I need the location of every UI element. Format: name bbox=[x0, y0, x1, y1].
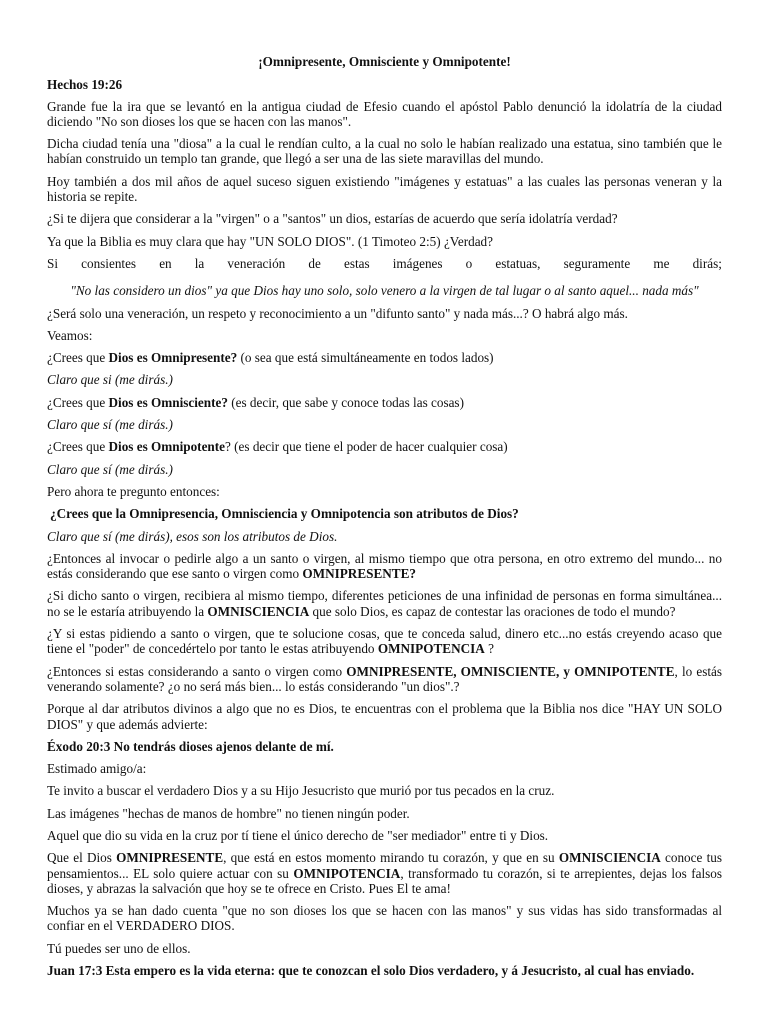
word: me bbox=[653, 255, 670, 271]
paragraph-veneracion: ¿Será solo una veneración, un respeto y reconocimiento a un "difunto santo" y nada más...? O habrá algo más. bbox=[47, 305, 628, 321]
question-omnipresente: ¿Crees que Dios es Omnipresente? (o sea que está simultáneamente en todos lados) bbox=[47, 350, 494, 366]
paragraph-estimado: Estimado amigo/a: bbox=[47, 761, 147, 777]
question-omnisciente: ¿Crees que Dios es Omnisciente? (es decir, que sabe y conoce todas las cosas) bbox=[47, 394, 464, 410]
paragraph-dios-omnipresente: Que el Dios OMNIPRESENTE, que está en estos momento mirando tu corazón, y que en su OMNISCIENCIA conoce tus pensamientos... EL solo quiere actuar con su OMNIPOTENCIA, transformado tu corazón, si te arrepientes, dejas los falsos dioses, y abrazas la salvación que hoy se te ofrece en Cristo. Pues El te ama! bbox=[47, 850, 722, 896]
document-title: ¡Omnipresente, Omnisciente y Omnipotente! bbox=[258, 54, 511, 69]
paragraph-intro: Grande fue la ira que se levantó en la antigua ciudad de Efesio cuando el apóstol Pablo denunció la idolatría de la ciudad diciendo "No son dioses los que se hacen con las manos". bbox=[47, 98, 722, 129]
answer-omnipotente: Claro que sí (me dirás.) bbox=[47, 461, 173, 477]
answer-atributos: Claro que sí (me dirás), esos son los atributos de Dios. bbox=[47, 528, 338, 544]
paragraph-muchos: Muchos ya se han dado cuenta "que no son dioses los que se hacen con las manos" y sus vidas has sido transformadas al confiar en el VERDADERO DIOS. bbox=[47, 903, 722, 934]
word: veneración bbox=[227, 255, 286, 271]
scripture-exodo: Éxodo 20:3 No tendrás dioses ajenos delante de mí. bbox=[47, 738, 334, 754]
scripture-juan: Juan 17:3 Esta empero es la vida eterna: que te conozcan el solo Dios verdadero, y á Jesucristo, al cual has enviado. bbox=[47, 963, 695, 979]
word: dirás; bbox=[692, 255, 722, 271]
word: Si bbox=[47, 255, 58, 271]
paragraph-tu-puedes: Tú puedes ser uno de ellos. bbox=[47, 940, 191, 956]
paragraph-un-solo-dios: Ya que la Biblia es muy clara que hay "UN SOLO DIOS". (1 Timoteo 2:5) ¿Verdad? bbox=[47, 233, 494, 249]
paragraph-veamos: Veamos: bbox=[47, 327, 93, 343]
paragraph-diosa: Dicha ciudad tenía una "diosa" a la cual le rendían culto, a la cual no solo le habían realizado una estatua, sino también que le habían construido un templo tan grande, que llegó a ser una de las siete maravillas del mundo. bbox=[47, 136, 722, 167]
paragraph-atributos-divinos: Porque al dar atributos divinos a algo que no es Dios, te encuentras con el problema que la Biblia nos dice "HAY UN SOLO DIOS" y que además advierte: bbox=[47, 701, 722, 732]
paragraph-consientes bbox=[47, 256, 722, 271]
answer-omnipresente: Claro que si (me dirás.) bbox=[47, 372, 173, 388]
paragraph-imagenes: Las imágenes "hechas de manos de hombre" no tienen ningún poder. bbox=[47, 805, 410, 821]
word: imágenes bbox=[392, 255, 443, 271]
paragraph-hoy: Hoy también a dos mil años de aquel suceso siguen existiendo "imágenes y estatuas" a las cuales las personas veneran y la historia se repite. bbox=[47, 173, 722, 205]
paragraph-poder: ¿Y si estas pidiendo a santo o virgen, que te solucione cosas, que te conceda salud, dinero etc...no estás creyendo acaso que tiene el "poder" de concedértelo por tanto le estas atribuyendo OMNIPOTENCIA ? bbox=[47, 626, 722, 657]
answer-omnisciente: Claro que sí (me dirás.) bbox=[47, 417, 173, 433]
paragraph-invocar: ¿Entonces al invocar o pedirle algo a un santo o virgen, al mismo tiempo que otra persona, en otro extremo del mundo... no estás considerando que ese santo o virgen como OMNIPRESENTE? bbox=[47, 550, 722, 582]
word: de bbox=[308, 255, 321, 271]
paragraph-pregunto: Pero ahora te pregunto entonces: bbox=[47, 483, 220, 499]
question-omnipotente: ¿Crees que Dios es Omnipotente? (es decir que tiene el poder de hacer cualquier cosa) bbox=[47, 439, 508, 455]
question-atributos: ¿Crees que la Omnipresencia, Omnisciencia y Omnipotencia son atributos de Dios? bbox=[50, 506, 519, 522]
paragraph-mediador: Aquel que dio su vida en la cruz por tí tiene el único derecho de "ser mediador" entre ti y Dios. bbox=[47, 827, 549, 843]
word: estatuas, bbox=[495, 255, 541, 271]
word: en bbox=[159, 255, 172, 271]
word: estas bbox=[343, 255, 370, 271]
word: la bbox=[194, 255, 205, 271]
word: consientes bbox=[81, 255, 137, 271]
word: o bbox=[465, 255, 473, 271]
document-page bbox=[47, 54, 722, 985]
paragraph-invitacion: Te invito a buscar el verdadero Dios y a su Hijo Jesucristo que murió por tus pecados en la cruz. bbox=[47, 783, 555, 799]
word: seguramente bbox=[563, 255, 631, 271]
paragraph-peticiones: ¿Si dicho santo o virgen, recibiera al mismo tiempo, diferentes peticiones de una infinidad de personas en forma simultánea... no se le estaría atribuyendo la OMNISCIENCIA que solo Dios, es capaz de contestar las oraciones de todo el mundo? bbox=[47, 588, 722, 619]
paragraph-virgen-question: ¿Si te dijera que considerar a la "virgen" o a "santos" un dios, estarías de acuerdo que sería idolatría verdad? bbox=[47, 211, 618, 227]
paragraph-venerando: ¿Entonces si estas considerando a santo o virgen como OMNIPRESENTE, OMNISCIENTE, y OMNIPOTENTE, lo estás venerando solamente? ¿o no será más bien... lo estás considerando "un dios".? bbox=[47, 663, 722, 694]
scripture-reference-hechos: Hechos 19:26 bbox=[47, 77, 123, 93]
quote-no-las-considero: "No las considero un dios" ya que Dios hay uno solo, solo venero a la virgen de tal lugar o al santo aquel... nada más" bbox=[70, 283, 699, 299]
